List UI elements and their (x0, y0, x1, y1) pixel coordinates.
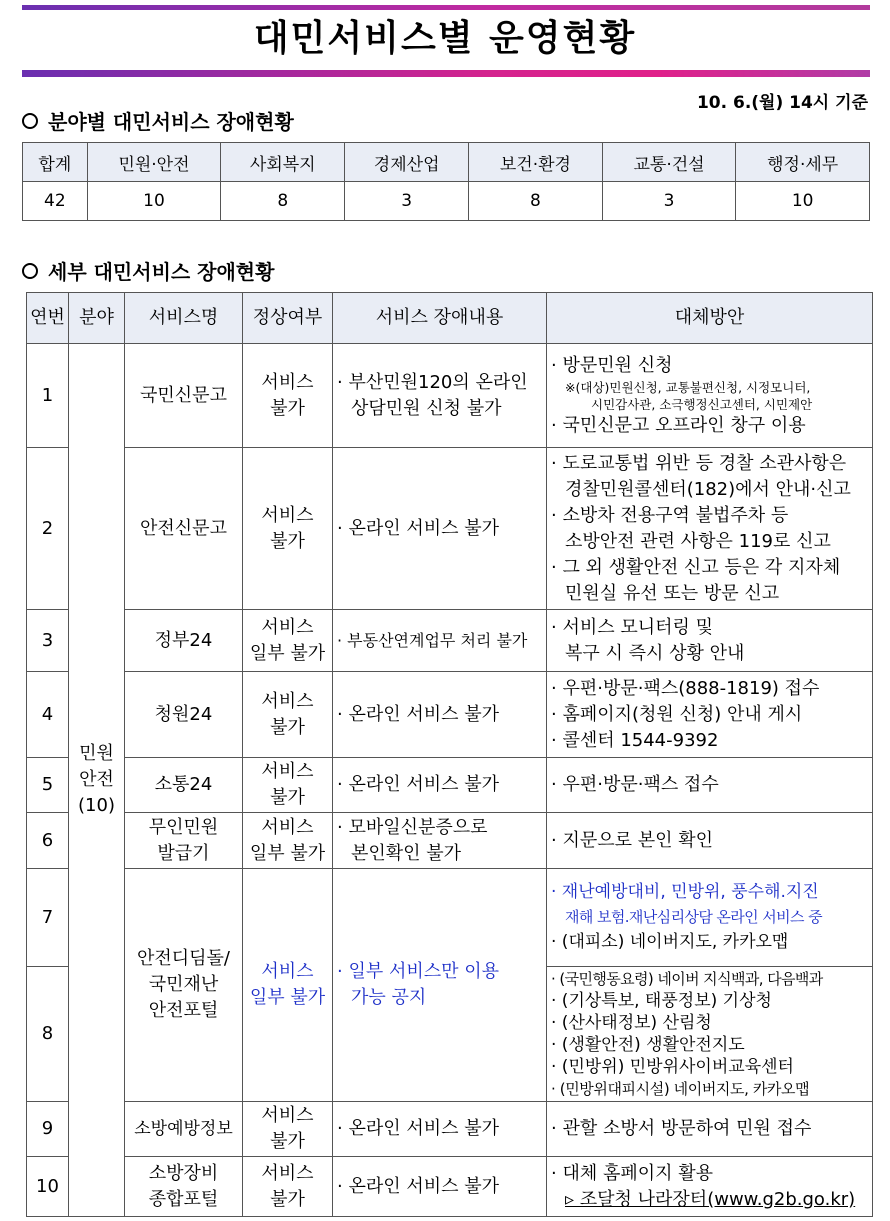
row-number: 10 (27, 1157, 69, 1217)
alt-line: · 우편·방문·팩스(888-1819) 접수 (551, 677, 820, 699)
status-cell (243, 610, 333, 672)
table-row (27, 758, 873, 813)
status-cell (243, 869, 333, 1102)
circle-bullet-icon (22, 113, 38, 129)
summary-value: 8 (469, 182, 603, 221)
table-row (27, 610, 873, 672)
status-cell (243, 813, 333, 869)
status-text: 서비스 (261, 616, 314, 638)
desc-line: · 온라인 서비스 불가 (337, 1175, 499, 1197)
issue-description (333, 1157, 547, 1217)
alt-line: 복구 시 즉시 상황 안내 (565, 642, 745, 664)
alt-line: 경찰민원콜센터(182)에서 안내·신고 (565, 478, 851, 500)
detail-table (26, 292, 873, 1217)
service-name-text: 안전신문고 (140, 517, 227, 539)
service-name-text: 종합포털 (148, 1188, 219, 1210)
status-cell (243, 672, 333, 758)
service-name (125, 758, 243, 813)
status-text: 불가 (270, 1188, 305, 1210)
service-name-text: 국민신문고 (140, 384, 227, 406)
row-number: 9 (27, 1102, 69, 1157)
summary-header: 행정·세무 (736, 143, 870, 182)
alt-line: · 재난예방대비, 민방위, 풍수해.지진 (551, 882, 819, 902)
summary-header: 경제산업 (345, 143, 469, 182)
row-number: 2 (27, 448, 69, 610)
detail-header: 연번 (27, 293, 69, 344)
service-name (125, 1157, 243, 1217)
row-number: 5 (27, 758, 69, 813)
alternative-cell (547, 610, 873, 672)
status-text: 불가 (270, 530, 305, 552)
issue-description (333, 1102, 547, 1157)
alt-line: · 국민신문고 오프라인 창구 이용 (551, 414, 806, 436)
alt-line: · 관할 소방서 방문하여 민원 접수 (551, 1118, 812, 1139)
alt-line: · (국민행동요령) 네이버 지식백과, 다음백과 (551, 970, 823, 988)
alternative-cell (547, 672, 873, 758)
status-cell (243, 758, 333, 813)
status-text: 불가 (270, 1131, 305, 1152)
alt-line: · 소방차 전용구역 불법주차 등 (551, 504, 789, 526)
summary-value-row (23, 182, 870, 221)
summary-value: 3 (345, 182, 469, 221)
summary-section-label: 분야별 대민서비스 장애현황 (48, 110, 294, 134)
alt-line: · 콜센터 1544-9392 (551, 729, 719, 751)
summary-table (22, 142, 870, 221)
table-row (27, 1157, 873, 1217)
service-name-text: 안전포털 (148, 1000, 219, 1021)
page-title: 대민서비스별 운영현황 (253, 18, 637, 59)
status-text: 서비스 (261, 761, 314, 782)
summary-value: 3 (602, 182, 736, 221)
desc-line: · 일부 서비스만 이용 (337, 961, 499, 982)
basis-time: 10. 6.(월) 14시 기준 (696, 93, 868, 113)
alternative-cell (547, 758, 873, 813)
service-name-text: 소통24 (154, 774, 213, 795)
alt-line: · 방문민원 신청 (551, 354, 673, 376)
desc-line: 상담민원 신청 불가 (351, 397, 502, 419)
alt-line: · (기상특보, 태풍정보) 기상청 (551, 991, 772, 1011)
service-name (125, 813, 243, 869)
status-text: 일부 불가 (249, 987, 326, 1008)
status-text: 불가 (270, 397, 305, 419)
detail-section-title (22, 256, 274, 285)
detail-header-row (27, 293, 873, 344)
status-text: 서비스 (261, 371, 314, 393)
status-text: 서비스 (261, 504, 314, 526)
desc-line: · 온라인 서비스 불가 (337, 1118, 499, 1139)
summary-header-row (23, 143, 870, 182)
status-text: 서비스 (261, 1162, 314, 1184)
row-number: 4 (27, 672, 69, 758)
summary-header: 합계 (23, 143, 88, 182)
service-name-text: 안전디딤돌/ (136, 948, 230, 969)
alt-line: · 홈페이지(청원 신청) 안내 게시 (551, 703, 803, 725)
row-number: 3 (27, 610, 69, 672)
desc-line: 가능 공지 (351, 987, 427, 1008)
status-text: 서비스 (261, 1105, 314, 1126)
row-number: 6 (27, 813, 69, 869)
table-row (27, 672, 873, 758)
service-name (125, 448, 243, 610)
alt-line: · 그 외 생활안전 신고 등은 각 지자체 (551, 556, 841, 578)
status-cell (243, 344, 333, 448)
service-name-text: 발급기 (157, 842, 210, 864)
category-text: (10) (78, 795, 115, 816)
status-cell (243, 1102, 333, 1157)
g2b-link[interactable]: ▹ 조달청 나라장터(www.g2b.go.kr) (565, 1188, 856, 1210)
desc-line: · 온라인 서비스 불가 (337, 774, 499, 795)
desc-line: 본인확인 불가 (351, 842, 462, 864)
alt-line: · 도로교통법 위반 등 경찰 소관사항은 (551, 452, 847, 474)
status-text: 서비스 (261, 816, 314, 838)
issue-description (333, 672, 547, 758)
summary-header: 사회복지 (221, 143, 345, 182)
alt-line: 재해 보험.재난심리상담 온라인 서비스 중 (565, 908, 822, 926)
table-row (27, 344, 873, 448)
alt-line: · 서비스 모니터링 및 (551, 616, 713, 638)
row-number: 1 (27, 344, 69, 448)
service-name (125, 610, 243, 672)
detail-header: 분야 (69, 293, 125, 344)
alt-line: · 우편·방문·팩스 접수 (551, 774, 719, 795)
desc-line: · 모바일신분증으로 (337, 816, 488, 838)
summary-header: 보건·환경 (469, 143, 603, 182)
detail-header: 서비스명 (125, 293, 243, 344)
status-text: 불가 (270, 787, 305, 808)
issue-description (333, 448, 547, 610)
alternative-cell (547, 813, 873, 869)
table-row (27, 869, 873, 967)
alt-line: · (민방위) 민방위사이버교육센터 (551, 1057, 794, 1077)
alt-line: · 지문으로 본인 확인 (551, 829, 713, 851)
alternative-cell (547, 967, 873, 1102)
title-top-bar (22, 5, 870, 10)
detail-section-label: 세부 대민서비스 장애현황 (48, 260, 275, 284)
issue-description (333, 610, 547, 672)
summary-value: 8 (221, 182, 345, 221)
status-text: 불가 (270, 716, 305, 738)
status-cell (243, 1157, 333, 1217)
status-text: 서비스 (261, 961, 314, 982)
alt-line: · 대체 홈페이지 활용 (551, 1162, 713, 1184)
service-name-text: 청원24 (154, 703, 213, 725)
row-number: 7 (27, 869, 69, 967)
issue-description (333, 869, 547, 1102)
summary-header: 교통·건설 (602, 143, 736, 182)
circle-bullet-icon (22, 263, 38, 279)
summary-header: 민원·안전 (87, 143, 221, 182)
alt-note: ※(대상)민원신청, 교통불편신청, 시정모니터, (565, 379, 811, 395)
detail-header: 정상여부 (243, 293, 333, 344)
service-name-text: 정부24 (154, 629, 213, 651)
detail-header: 대체방안 (547, 293, 873, 344)
issue-description (333, 758, 547, 813)
status-text: 일부 불가 (249, 642, 326, 664)
service-name-text: 소방예방정보 (134, 1119, 233, 1139)
issue-description (333, 344, 547, 448)
desc-line: · 온라인 서비스 불가 (337, 517, 499, 539)
table-row (27, 448, 873, 610)
summary-value: 10 (736, 182, 870, 221)
alt-line: · (산사태정보) 산림청 (551, 1013, 712, 1033)
desc-line: · 온라인 서비스 불가 (337, 703, 499, 725)
category-text: 민원 (79, 743, 114, 764)
alt-line: · (생활안전) 생활안전지도 (551, 1035, 745, 1055)
service-name (125, 1102, 243, 1157)
alternative-cell (547, 1157, 873, 1217)
title-bottom-bar (22, 70, 870, 77)
alt-line: · (민방위대피시설) 네이버지도, 카카오맵 (551, 1080, 810, 1098)
desc-line: · 부산민원120의 온라인 (337, 371, 528, 393)
service-name-text: 국민재난 (148, 974, 219, 995)
alternative-cell (547, 448, 873, 610)
category-text: 안전 (79, 769, 114, 790)
alternative-cell (547, 869, 873, 967)
detail-header: 서비스 장애내용 (333, 293, 547, 344)
summary-section-title (22, 106, 294, 135)
desc-line: · 부동산연계업무 처리 불가 (337, 630, 528, 650)
service-name (125, 869, 243, 1102)
table-row (27, 813, 873, 869)
service-name-text: 무인민원 (148, 816, 219, 838)
service-name-text: 소방장비 (148, 1162, 219, 1184)
category-cell (69, 344, 125, 1217)
issue-description (333, 813, 547, 869)
alt-line: · (대피소) 네이버지도, 카카오맵 (551, 932, 789, 952)
service-name (125, 672, 243, 758)
alternative-cell (547, 1102, 873, 1157)
status-text: 서비스 (261, 690, 314, 712)
alt-line: 소방안전 관련 사항은 119로 신고 (565, 530, 831, 552)
summary-value: 10 (87, 182, 221, 221)
alt-note: 시민감사관, 소극행정신고센터, 시민제안 (591, 396, 813, 412)
table-row (27, 1102, 873, 1157)
row-number: 8 (27, 967, 69, 1102)
alternative-cell (547, 344, 873, 448)
summary-value: 42 (23, 182, 88, 221)
status-cell (243, 448, 333, 610)
service-name (125, 344, 243, 448)
alt-line: 민원실 유선 또는 방문 신고 (565, 582, 780, 604)
status-text: 일부 불가 (249, 842, 326, 864)
